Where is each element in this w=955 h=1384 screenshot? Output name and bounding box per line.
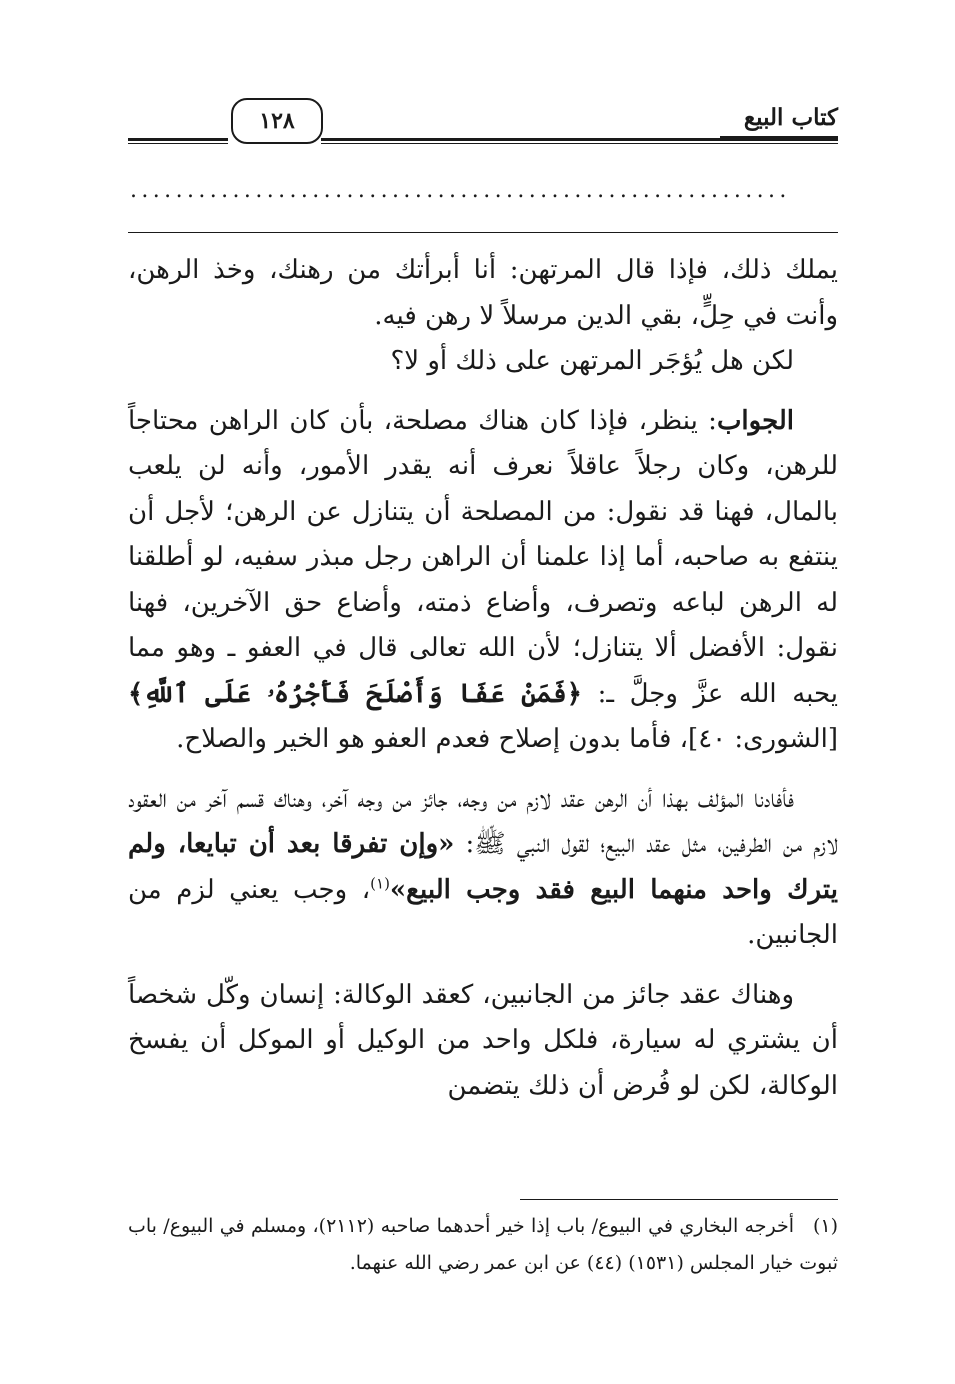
header-rule-left (128, 138, 228, 144)
footnote-text: أخرجه البخاري في البيوع/ باب إذا خير أحدهما صاحبه (٢١١٢)، ومسلم في البيوع/ باب ثبوت خيار المجلس (١٥٣١) (٤٤) عن ابن عمر رضي الله عنهما. (128, 1215, 838, 1274)
page-header (128, 96, 838, 156)
footnote-rule (520, 1199, 838, 1200)
paragraph-5: وهناك عقد جائز من الجانبين، كعقد الوكالة: إنسان وكّل شخصاً أن يشتري له سيارة، فلكل واحد من الوكيل أو الموكل أن يفسخ الوكالة، لكن لو فُرض أن ذلك يتضمن (128, 979, 838, 1101)
hadith-quote: «وإن تفرقا بعد أن تبايعا، ولم يترك واحد منهما البيع فقد وجب البيع» (128, 829, 838, 905)
page-number: ١٢٨ (231, 98, 323, 144)
book-title-underline (720, 136, 838, 141)
footnote-marker[interactable]: (١) (370, 873, 390, 892)
paragraph-4 (128, 777, 838, 959)
paragraph-3-tail: ، فأما بدون إصلاح فعدم العفو هو الخير والصلاح. (176, 724, 689, 754)
paragraph-4-text: فأفادنا المؤلف بهذا أن الرهن عقد لازم من وجه، جائز من وجه آخر، وهناك قسم آخر من العقود لازم من الطرفين، مثل عقد البيع؛ لقول النبي ﷺ: (128, 783, 838, 859)
footnotes (128, 1208, 838, 1282)
footnote-1 (128, 1208, 838, 1282)
paragraph-1: يملك ذلك، فإذا قال المرتهن: أنا أبرأتك من رهنك، وخذ الرهن، وأنت في حِلٍّ، بقي الدين مرسلاً لا رهن فيه. (128, 255, 838, 331)
paragraph-3 (128, 399, 838, 763)
quran-reference: [الشورى: ٤٠] (688, 724, 838, 754)
dot-leader: .......................................................... (130, 178, 791, 203)
paragraph-4-tail: ، وجب يعني لزم من الجانبين. (128, 874, 838, 950)
paragraph-2: لكن هل يُؤجَر المرتهن على ذلك أو لا؟ (390, 346, 794, 376)
quran-verse: ﴿فَمَنْ عَفَا وَأَصْلَحَ فَأَجْرُهُۥ عَلَى ٱللَّهِ﴾ (128, 678, 583, 709)
answer-label: الجواب (716, 405, 794, 436)
body-text (128, 248, 838, 1109)
paragraph-3-text: : ينظر، فإذا كان هناك مصلحة، بأن كان الراهن محتاجاً للرهن، وكان رجلاً عاقلاً نعرف أنه يقدر الأمور، وأنه لن يلعب بالمال، فهنا قد نقول: من المصلحة أن يتنازل عن الرهن؛ لأجل أن ينتفع به صاحبه، أما إذا علمنا أن الراهن رجل مبذر سفيه، لو أطلقنا له الرهن لباعه وتصرف، وأضاع ذمته، وأضاع حق الآخرين، فهنا نقول: الأفضل ألا يتنازل؛ لأن الله تعالى قال في العفو ـ وهو مما يحبه الله عزَّ وجلَّ ـ: (128, 405, 839, 709)
footnote-number: (١) (812, 1215, 838, 1237)
book-title: كتاب البيع (743, 104, 838, 131)
section-rule (128, 232, 838, 233)
